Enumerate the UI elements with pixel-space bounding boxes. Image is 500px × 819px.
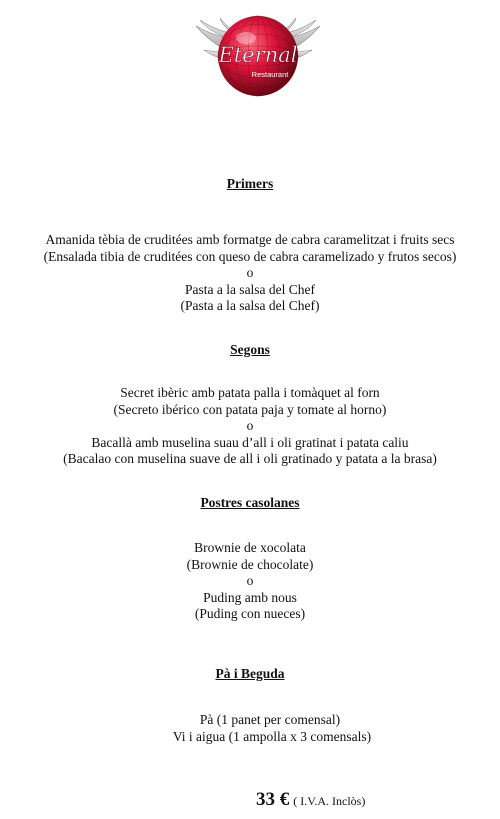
section-title-primers: Primers (226, 176, 274, 191)
price-tax-note: ( I.V.A. Inclòs) (293, 794, 366, 808)
menu-item: Amanida tèbia de cruditées amb formatge de cabra caramelitzat i fruits secs (45, 232, 455, 247)
menu-item: (Bacalao con muselina suave de all i oli gratinado y patata a la brasa) (63, 451, 437, 466)
menu-item: (Ensalada tibia de cruditées con queso de cabra caramelizado y frutos secos) (43, 248, 457, 264)
menu-item: Bacallà amb muselina suau d’all i oli gratinat i patata caliu (91, 434, 409, 450)
brand-subtitle: Restaurant (251, 70, 289, 79)
menu-item: (Pasta a la salsa del Chef) (180, 298, 320, 313)
menu-item: (Secreto ibérico con patata paja y tomate al horno) (113, 401, 387, 417)
menu-item-separator: o (246, 573, 254, 588)
section-items-pa-i-beguda (0, 712, 500, 745)
section-items-segons (0, 385, 500, 468)
price-amount: 33 € (256, 789, 290, 810)
disco-ball-with-wings-logo (188, 6, 328, 102)
section-items-primers (0, 232, 500, 315)
brand-name: Eternal (218, 43, 298, 67)
menu-item: Vi i aigua (1 ampolla x 3 comensals) (172, 728, 372, 744)
menu-item-separator: o (246, 418, 254, 433)
menu-item-separator: o (246, 265, 254, 280)
menu-item: Pasta a la salsa del Chef (184, 281, 316, 297)
restaurant-logo (188, 6, 328, 102)
menu-item: Pà (1 panet per comensal) (199, 712, 341, 727)
menu-item: Puding amb nous (203, 589, 297, 605)
menu-item: (Brownie de chocolate) (186, 556, 314, 572)
menu-item: Secret ibèric amb patata palla i tomàquet al forn (120, 385, 380, 400)
section-items-postres (0, 540, 500, 623)
menu-item: (Puding con nueces) (194, 606, 306, 621)
section-title-postres: Postres casolanes (200, 495, 300, 510)
section-title-pa-i-beguda: Pà i Beguda (215, 666, 285, 681)
section-title-segons: Segons (230, 342, 270, 357)
menu-price (256, 788, 365, 813)
menu-item: Brownie de xocolata (194, 540, 306, 555)
